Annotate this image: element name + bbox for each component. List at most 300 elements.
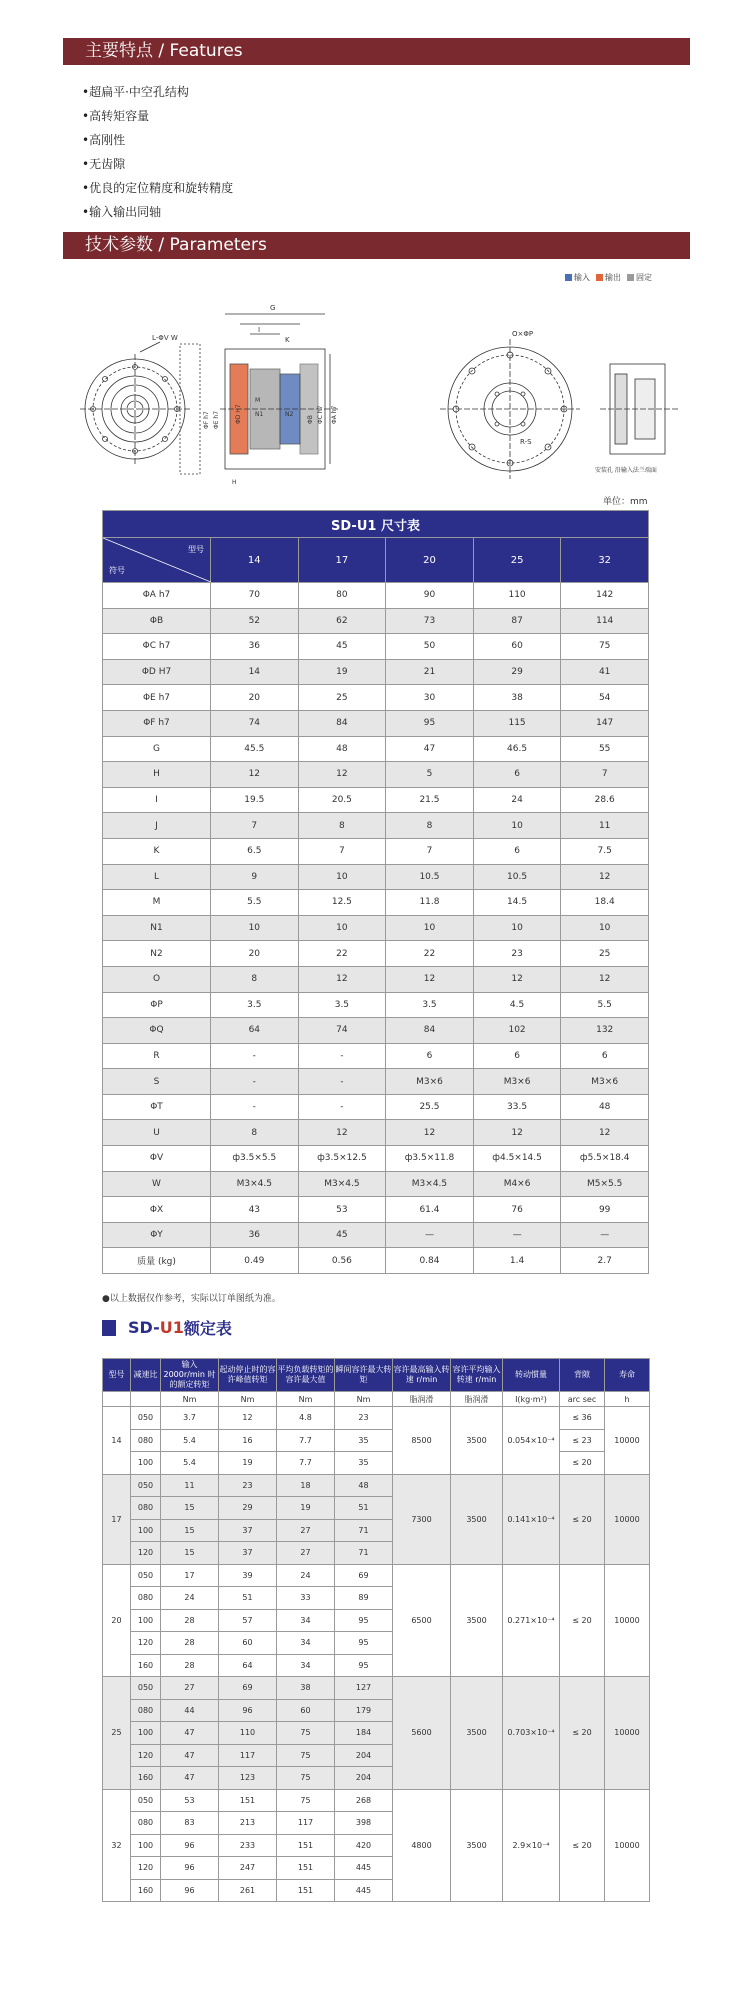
rated-torque-cell: 28 — [161, 1632, 219, 1655]
avg-torque-cell: 151 — [277, 1857, 335, 1880]
value-cell: 10 — [298, 864, 386, 890]
drawing-label: ΦE h7 — [213, 410, 220, 429]
value-cell: 12 — [298, 762, 386, 788]
table-row — [103, 992, 649, 1018]
momentary-torque-cell: 51 — [335, 1497, 393, 1520]
value-cell: 28.6 — [561, 787, 649, 813]
table-row — [103, 736, 649, 762]
momentary-torque-cell: 69 — [335, 1564, 393, 1587]
ratio-cell: 120 — [131, 1542, 161, 1565]
momentary-torque-cell: 127 — [335, 1677, 393, 1700]
peak-torque-cell: 51 — [219, 1587, 277, 1610]
value-cell: 0.84 — [386, 1248, 474, 1274]
value-cell: ф4.5×14.5 — [473, 1146, 561, 1172]
value-cell: 102 — [473, 1018, 561, 1044]
value-cell: 6 — [473, 1043, 561, 1069]
value-cell: 5 — [386, 762, 474, 788]
avg-input-speed-cell: 3500 — [451, 1677, 503, 1790]
value-cell: 12 — [561, 1120, 649, 1146]
rating-header: 容许最高输入转速 r/min — [393, 1359, 451, 1392]
feature-item: •输入输出同轴 — [82, 205, 162, 219]
value-cell: 19 — [298, 659, 386, 685]
table-row — [103, 1043, 649, 1069]
rated-torque-cell: 44 — [161, 1699, 219, 1722]
value-cell: 47 — [386, 736, 474, 762]
drawing-label: ΦA h7 — [331, 405, 338, 424]
avg-torque-cell: 4.8 — [277, 1407, 335, 1430]
value-cell: 6 — [473, 762, 561, 788]
value-cell: 21 — [386, 659, 474, 685]
value-cell: 23 — [473, 941, 561, 967]
drawing-label: ΦB — [307, 415, 314, 424]
feature-item: •优良的定位精度和旋转精度 — [82, 181, 234, 195]
rating-unit: Nm — [161, 1392, 219, 1407]
value-cell: 114 — [561, 608, 649, 634]
model-group — [103, 1407, 650, 1475]
value-cell: 8 — [298, 813, 386, 839]
value-cell: 4.5 — [473, 992, 561, 1018]
legend-fixed: 固定 — [627, 272, 652, 283]
value-cell: 110 — [473, 583, 561, 609]
rating-header: 背隙 — [560, 1359, 605, 1392]
ratio-cell: 080 — [131, 1497, 161, 1520]
model-header: 14 — [211, 538, 299, 583]
model-cell: 20 — [103, 1564, 131, 1677]
rating-header: 瞬间容许最大转矩 — [335, 1359, 393, 1392]
value-cell: 36 — [211, 634, 299, 660]
rated-torque-cell: 27 — [161, 1677, 219, 1700]
value-cell: 6 — [386, 1043, 474, 1069]
ratio-cell: 120 — [131, 1744, 161, 1767]
table-row — [103, 1248, 649, 1274]
value-cell: 10.5 — [473, 864, 561, 890]
inertia-cell: 2.9×10⁻⁴ — [503, 1789, 560, 1902]
drawing-label: I — [258, 326, 261, 334]
value-cell: 14 — [211, 659, 299, 685]
rating-header: 起动停止时的容许峰值转矩 — [219, 1359, 277, 1392]
rated-torque-cell: 28 — [161, 1654, 219, 1677]
value-cell: 25.5 — [386, 1094, 474, 1120]
value-cell: 12 — [473, 966, 561, 992]
value-cell: M5×5.5 — [561, 1171, 649, 1197]
momentary-torque-cell: 35 — [335, 1429, 393, 1452]
value-cell: 38 — [473, 685, 561, 711]
peak-torque-cell: 37 — [219, 1519, 277, 1542]
value-cell: 7 — [561, 762, 649, 788]
features-section-bar — [63, 38, 690, 65]
ratio-cell: 120 — [131, 1857, 161, 1880]
rating-title-suffix: 额定表 — [183, 1319, 232, 1338]
momentary-torque-cell: 184 — [335, 1722, 393, 1745]
value-cell: M3×4.5 — [386, 1171, 474, 1197]
value-cell: 75 — [561, 634, 649, 660]
avg-torque-cell: 75 — [277, 1789, 335, 1812]
table-row — [103, 838, 649, 864]
table-row — [103, 941, 649, 967]
model-group — [103, 1789, 650, 1902]
avg-torque-cell: 33 — [277, 1587, 335, 1610]
rated-torque-cell: 53 — [161, 1789, 219, 1812]
model-header: 20 — [386, 538, 474, 583]
value-cell: 12 — [298, 966, 386, 992]
rated-torque-cell: 17 — [161, 1564, 219, 1587]
peak-torque-cell: 261 — [219, 1879, 277, 1902]
rating-header: 减速比 — [131, 1359, 161, 1392]
value-cell: 7 — [211, 813, 299, 839]
momentary-torque-cell: 268 — [335, 1789, 393, 1812]
value-cell: 30 — [386, 685, 474, 711]
symbol-cell: N2 — [103, 941, 211, 967]
momentary-torque-cell: 95 — [335, 1609, 393, 1632]
value-cell: 20 — [211, 685, 299, 711]
avg-torque-cell: 18 — [277, 1474, 335, 1497]
rating-header: 寿命 — [605, 1359, 650, 1392]
rated-torque-cell: 11 — [161, 1474, 219, 1497]
ratio-cell: 050 — [131, 1407, 161, 1430]
rated-torque-cell: 5.4 — [161, 1429, 219, 1452]
symbol-cell: ΦC h7 — [103, 634, 211, 660]
peak-torque-cell: 12 — [219, 1407, 277, 1430]
avg-torque-cell: 117 — [277, 1812, 335, 1835]
symbol-cell: ΦB — [103, 608, 211, 634]
ratio-cell: 100 — [131, 1452, 161, 1475]
value-cell: 55 — [561, 736, 649, 762]
value-cell: 64 — [211, 1018, 299, 1044]
momentary-torque-cell: 23 — [335, 1407, 393, 1430]
avg-torque-cell: 7.7 — [277, 1429, 335, 1452]
feature-item: •超扁平·中空孔结构 — [82, 85, 189, 99]
value-cell: 19.5 — [211, 787, 299, 813]
symbol-cell: L — [103, 864, 211, 890]
value-cell: ф3.5×5.5 — [211, 1146, 299, 1172]
value-cell: 0.49 — [211, 1248, 299, 1274]
symbol-cell: K — [103, 838, 211, 864]
symbol-cell: O — [103, 966, 211, 992]
value-cell: 25 — [561, 941, 649, 967]
backlash-cell: ≤ 20 — [560, 1789, 605, 1902]
rated-torque-cell: 24 — [161, 1587, 219, 1610]
model-cell: 17 — [103, 1474, 131, 1564]
value-cell: 74 — [211, 710, 299, 736]
value-cell: 5.5 — [211, 890, 299, 916]
peak-torque-cell: 117 — [219, 1744, 277, 1767]
value-cell: 70 — [211, 583, 299, 609]
symbol-cell: S — [103, 1069, 211, 1095]
model-header: 25 — [473, 538, 561, 583]
max-input-speed-cell: 8500 — [393, 1407, 451, 1475]
rated-torque-cell: 96 — [161, 1857, 219, 1880]
legend-swatch — [627, 274, 634, 281]
momentary-torque-cell: 89 — [335, 1587, 393, 1610]
symbol-cell: ΦV — [103, 1146, 211, 1172]
value-cell: 10 — [473, 915, 561, 941]
model-group — [103, 1474, 650, 1564]
value-cell: 142 — [561, 583, 649, 609]
table-row — [103, 659, 649, 685]
ratio-cell: 050 — [131, 1789, 161, 1812]
value-cell: 132 — [561, 1018, 649, 1044]
value-cell: - — [298, 1094, 386, 1120]
backlash-cell: ≤ 36 — [560, 1407, 605, 1430]
technical-drawings — [80, 294, 680, 494]
value-cell: 1.4 — [473, 1248, 561, 1274]
peak-torque-cell: 123 — [219, 1767, 277, 1790]
peak-torque-cell: 16 — [219, 1429, 277, 1452]
corner-model-label: 型号 — [188, 545, 204, 554]
symbol-cell: ΦT — [103, 1094, 211, 1120]
peak-torque-cell: 247 — [219, 1857, 277, 1880]
value-cell: 54 — [561, 685, 649, 711]
value-cell: - — [211, 1043, 299, 1069]
symbol-cell: ΦX — [103, 1197, 211, 1223]
model-group — [103, 1677, 650, 1790]
value-cell: 60 — [473, 634, 561, 660]
value-cell: 22 — [386, 941, 474, 967]
avg-torque-cell: 19 — [277, 1497, 335, 1520]
value-cell: ф5.5×18.4 — [561, 1146, 649, 1172]
table-row — [103, 813, 649, 839]
rating-unit: Nm — [277, 1392, 335, 1407]
avg-torque-cell: 38 — [277, 1677, 335, 1700]
momentary-torque-cell: 48 — [335, 1474, 393, 1497]
value-cell: 7 — [386, 838, 474, 864]
rating-unit: 脂润滑 — [393, 1392, 451, 1407]
value-cell: 62 — [298, 608, 386, 634]
value-cell: 3.5 — [298, 992, 386, 1018]
table-row — [103, 608, 649, 634]
momentary-torque-cell: 35 — [335, 1452, 393, 1475]
peak-torque-cell: 64 — [219, 1654, 277, 1677]
value-cell: 87 — [473, 608, 561, 634]
table-row — [103, 787, 649, 813]
symbol-cell: 质量 (kg) — [103, 1248, 211, 1274]
value-cell: 45 — [298, 634, 386, 660]
rating-unit: h — [605, 1392, 650, 1407]
value-cell: 12 — [386, 1120, 474, 1146]
rated-torque-cell: 15 — [161, 1542, 219, 1565]
symbol-cell: M — [103, 890, 211, 916]
symbol-cell: ΦD H7 — [103, 659, 211, 685]
ratio-cell: 100 — [131, 1834, 161, 1857]
legend-input: 输入 — [565, 272, 590, 283]
value-cell: ф3.5×12.5 — [298, 1146, 386, 1172]
table-row — [103, 1197, 649, 1223]
footnote: ●以上数据仅作参考，实际以订单图纸为准。 — [102, 1294, 281, 1304]
value-cell: - — [211, 1094, 299, 1120]
table-row — [103, 762, 649, 788]
value-cell: 3.5 — [211, 992, 299, 1018]
table-row — [103, 1429, 650, 1452]
value-cell: 7.5 — [561, 838, 649, 864]
rated-torque-cell: 96 — [161, 1834, 219, 1857]
value-cell: 14.5 — [473, 890, 561, 916]
drawing-label: ΦF h7 — [203, 411, 210, 429]
inertia-cell: 0.703×10⁻⁴ — [503, 1677, 560, 1790]
feature-item: •高转矩容量 — [82, 109, 150, 123]
max-input-speed-cell: 5600 — [393, 1677, 451, 1790]
value-cell: 7 — [298, 838, 386, 864]
value-cell: 12 — [298, 1120, 386, 1146]
peak-torque-cell: 233 — [219, 1834, 277, 1857]
ratio-cell: 100 — [131, 1519, 161, 1542]
table-row — [103, 890, 649, 916]
symbol-cell: W — [103, 1171, 211, 1197]
corner-header — [103, 538, 211, 583]
model-header: 32 — [561, 538, 649, 583]
value-cell: 8 — [211, 1120, 299, 1146]
side-section-view — [180, 314, 340, 474]
value-cell: 5.5 — [561, 992, 649, 1018]
momentary-torque-cell: 95 — [335, 1654, 393, 1677]
value-cell: - — [298, 1043, 386, 1069]
avg-input-speed-cell: 3500 — [451, 1407, 503, 1475]
value-cell: 90 — [386, 583, 474, 609]
value-cell: 10.5 — [386, 864, 474, 890]
feature-item: •无齿隙 — [82, 157, 126, 171]
ratio-cell: 080 — [131, 1812, 161, 1835]
ratio-cell: 120 — [131, 1632, 161, 1655]
value-cell: 6 — [473, 838, 561, 864]
value-cell: 48 — [561, 1094, 649, 1120]
momentary-torque-cell: 398 — [335, 1812, 393, 1835]
legend-output: 输出 — [596, 272, 621, 283]
peak-torque-cell: 57 — [219, 1609, 277, 1632]
table-row — [103, 583, 649, 609]
peak-torque-cell: 23 — [219, 1474, 277, 1497]
table-row — [103, 966, 649, 992]
rating-unit — [103, 1392, 131, 1407]
value-cell: 10 — [386, 915, 474, 941]
backlash-cell: ≤ 20 — [560, 1564, 605, 1677]
value-cell: 6 — [561, 1043, 649, 1069]
peak-torque-cell: 213 — [219, 1812, 277, 1835]
rating-unit: Nm — [335, 1392, 393, 1407]
rated-torque-cell: 47 — [161, 1722, 219, 1745]
detail-view — [600, 364, 680, 454]
table-row — [103, 1677, 650, 1700]
life-cell: 10000 — [605, 1564, 650, 1677]
avg-torque-cell: 34 — [277, 1654, 335, 1677]
model-cell: 14 — [103, 1407, 131, 1475]
front-view-left — [80, 342, 190, 464]
dimension-table-title: SD-U1 尺寸表 — [103, 511, 649, 538]
drawing-note: 安装孔 沿输入法兰端面 — [595, 467, 657, 474]
avg-torque-cell: 27 — [277, 1519, 335, 1542]
value-cell: 25 — [298, 685, 386, 711]
features-section-title: 主要特点 / Features — [85, 41, 243, 61]
value-cell: 9 — [211, 864, 299, 890]
feature-item: •高刚性 — [82, 133, 126, 147]
value-cell: 12 — [473, 1120, 561, 1146]
value-cell: 99 — [561, 1197, 649, 1223]
avg-input-speed-cell: 3500 — [451, 1789, 503, 1902]
rating-header: 平均负载转矩的容许最大值 — [277, 1359, 335, 1392]
value-cell: 61.4 — [386, 1197, 474, 1223]
value-cell: - — [211, 1069, 299, 1095]
dimension-table — [102, 510, 649, 1274]
drawing-label: M — [255, 397, 261, 404]
peak-torque-cell: 69 — [219, 1677, 277, 1700]
value-cell: 12 — [386, 966, 474, 992]
drawing-label: R-S — [520, 438, 532, 446]
avg-input-speed-cell: 3500 — [451, 1474, 503, 1564]
value-cell: 84 — [298, 710, 386, 736]
backlash-cell: ≤ 23 — [560, 1429, 605, 1452]
avg-torque-cell: 24 — [277, 1564, 335, 1587]
value-cell: 24 — [473, 787, 561, 813]
backlash-cell: ≤ 20 — [560, 1677, 605, 1790]
rating-unit — [131, 1392, 161, 1407]
rating-title-prefix: SD- — [128, 1318, 160, 1337]
value-cell: 12 — [561, 864, 649, 890]
unit-note: 单位：mm — [603, 497, 648, 507]
life-cell: 10000 — [605, 1474, 650, 1564]
symbol-cell: I — [103, 787, 211, 813]
value-cell: M4×6 — [473, 1171, 561, 1197]
value-cell: 33.5 — [473, 1094, 561, 1120]
value-cell: 2.7 — [561, 1248, 649, 1274]
ratio-cell: 100 — [131, 1722, 161, 1745]
value-cell: M3×6 — [473, 1069, 561, 1095]
ratio-cell: 050 — [131, 1564, 161, 1587]
corner-symbol-label: 符号 — [109, 566, 125, 575]
model-cell: 32 — [103, 1789, 131, 1902]
rating-header: 型号 — [103, 1359, 131, 1392]
rating-title-u1: U1 — [159, 1318, 184, 1337]
ratio-cell: 160 — [131, 1654, 161, 1677]
table-row — [103, 710, 649, 736]
rating-header: 转动惯量 — [503, 1359, 560, 1392]
value-cell: 52 — [211, 608, 299, 634]
ratio-cell: 160 — [131, 1879, 161, 1902]
rated-torque-cell: 15 — [161, 1497, 219, 1520]
drawing-label: H — [232, 479, 237, 486]
value-cell: 8 — [386, 813, 474, 839]
ratio-cell: 080 — [131, 1587, 161, 1610]
inertia-cell: 0.141×10⁻⁴ — [503, 1474, 560, 1564]
value-cell: 41 — [561, 659, 649, 685]
value-cell: 12.5 — [298, 890, 386, 916]
max-input-speed-cell: 6500 — [393, 1564, 451, 1677]
table-row — [103, 1171, 649, 1197]
table-row — [103, 1018, 649, 1044]
value-cell: 147 — [561, 710, 649, 736]
peak-torque-cell: 37 — [219, 1542, 277, 1565]
drawing-label: N2 — [285, 411, 294, 418]
rating-header: 容许平均输入转速 r/min — [451, 1359, 503, 1392]
table-row — [103, 685, 649, 711]
front-view-right — [440, 339, 580, 479]
features-list — [82, 80, 233, 224]
value-cell: ф3.5×11.8 — [386, 1146, 474, 1172]
value-cell: 53 — [298, 1197, 386, 1223]
avg-torque-cell: 75 — [277, 1744, 335, 1767]
value-cell: 20.5 — [298, 787, 386, 813]
table-row — [103, 864, 649, 890]
value-cell: M3×4.5 — [298, 1171, 386, 1197]
legend-swatch — [596, 274, 603, 281]
symbol-cell: U — [103, 1120, 211, 1146]
symbol-cell: H — [103, 762, 211, 788]
avg-torque-cell: 27 — [277, 1542, 335, 1565]
momentary-torque-cell: 204 — [335, 1744, 393, 1767]
symbol-cell: G — [103, 736, 211, 762]
peak-torque-cell: 19 — [219, 1452, 277, 1475]
value-cell: M3×6 — [561, 1069, 649, 1095]
symbol-cell: R — [103, 1043, 211, 1069]
table-row — [103, 1146, 649, 1172]
rated-torque-cell: 3.7 — [161, 1407, 219, 1430]
